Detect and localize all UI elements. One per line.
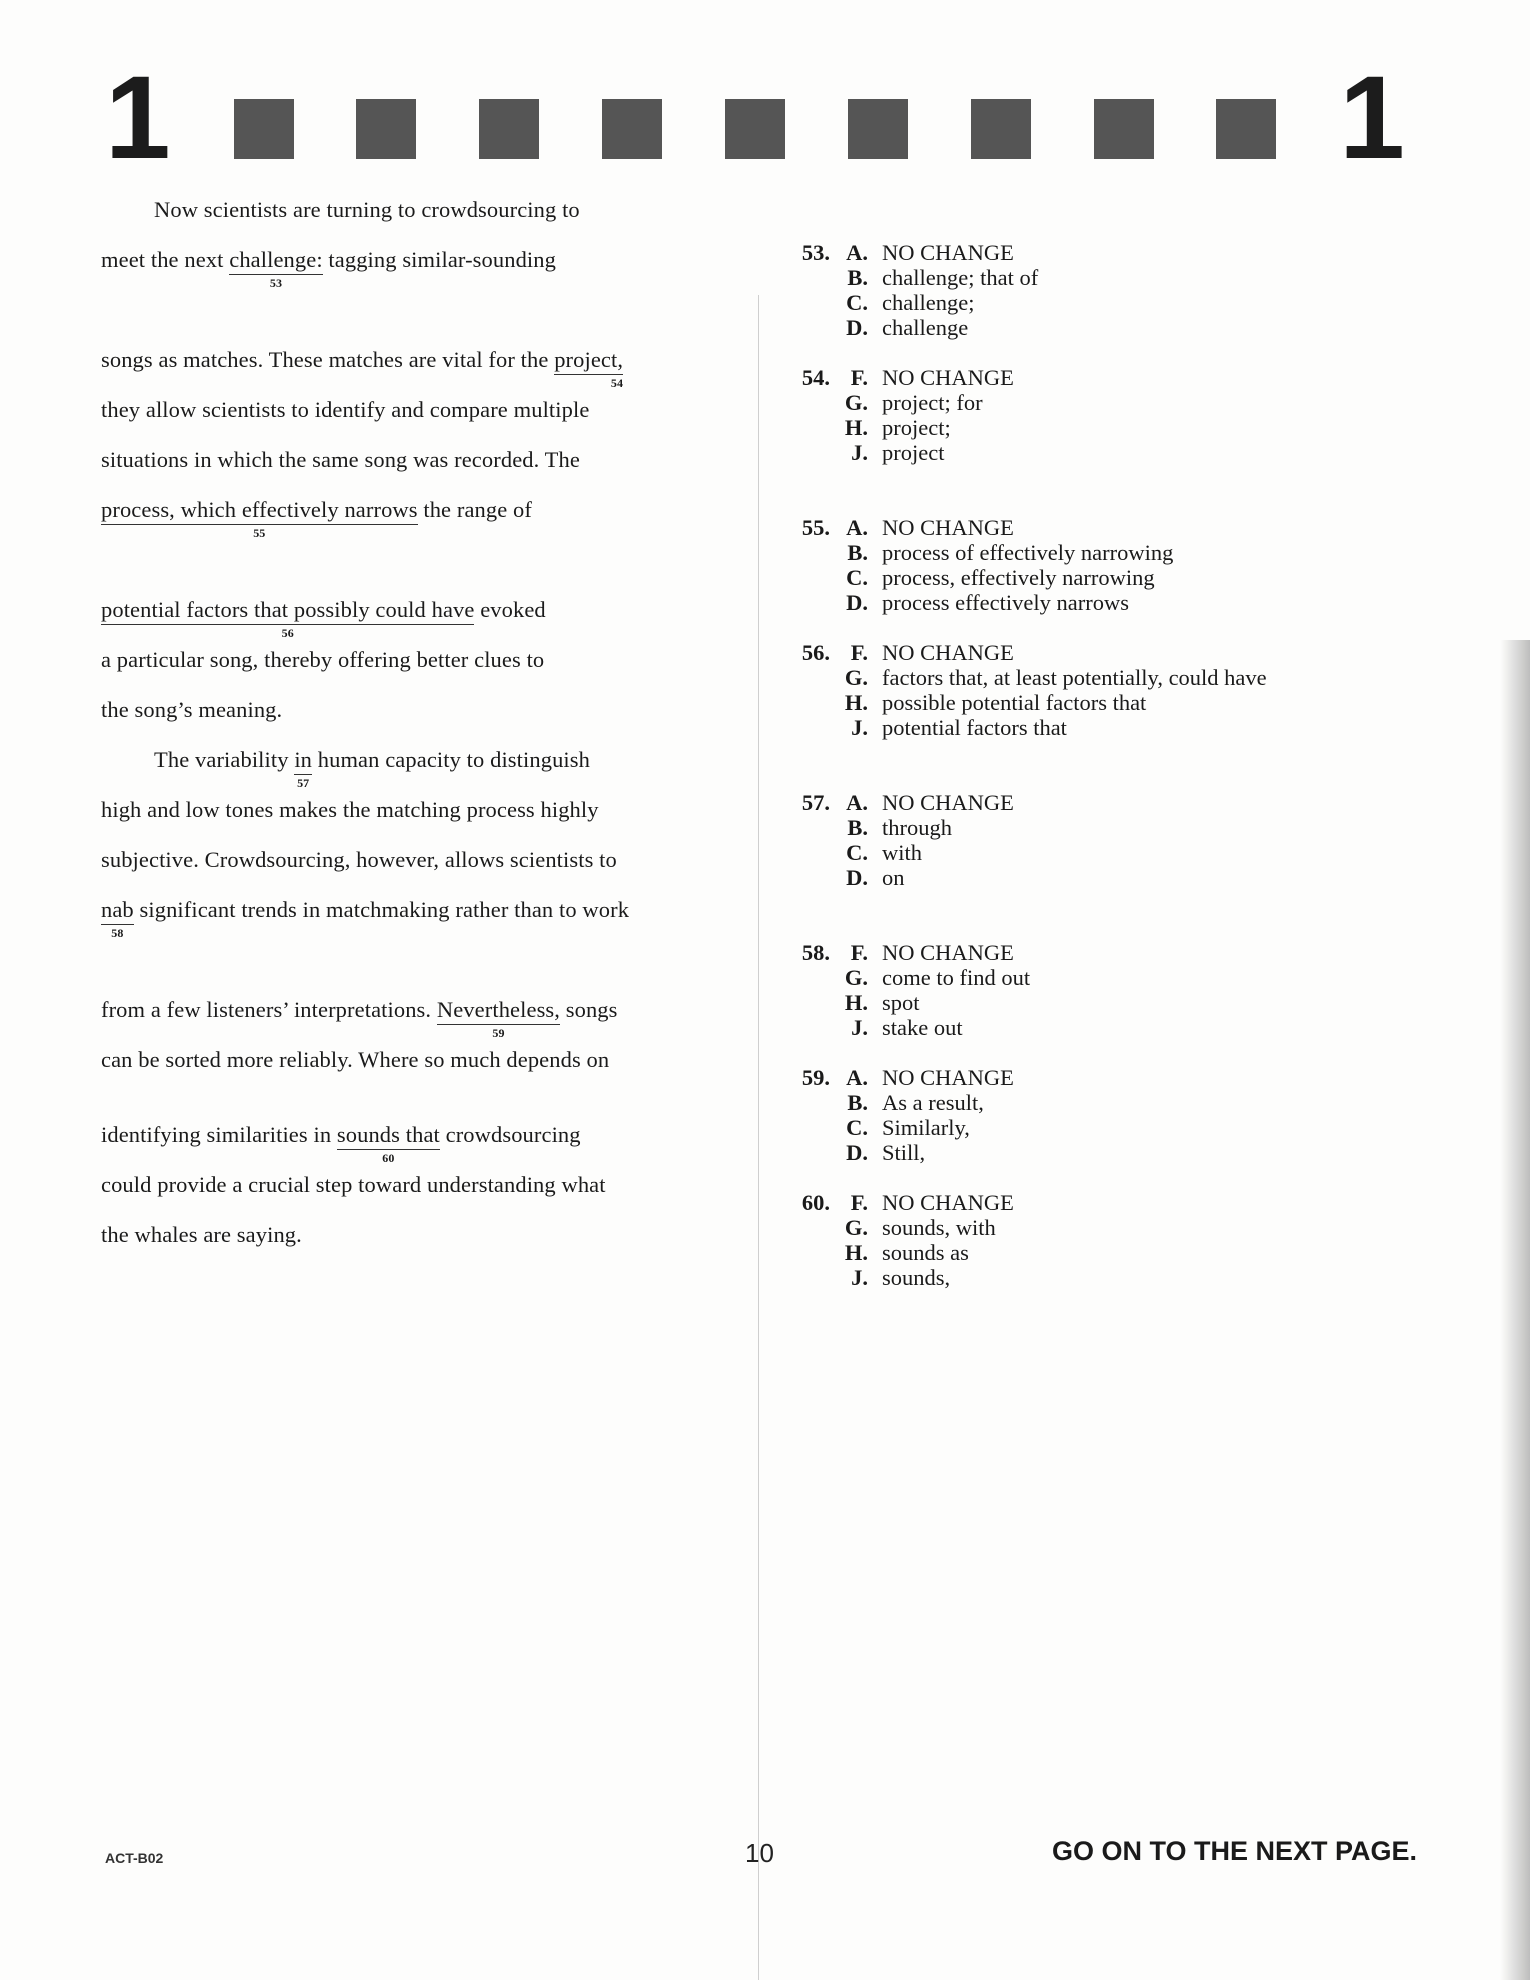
option-text: NO CHANGE [882, 940, 1014, 965]
option-letter: H. [844, 690, 868, 715]
option-text: challenge; [882, 290, 975, 315]
question-marker: 57 [297, 776, 310, 790]
header-square [479, 99, 539, 159]
answer-option[interactable] [836, 1065, 1014, 1090]
option-letter: H. [844, 990, 868, 1015]
option-letter: H. [844, 1240, 868, 1265]
passage-line: identifying similarities in sounds that 60 crowdsourcing [101, 1122, 581, 1165]
passage-line: situations in which the same song was recorded. The [101, 447, 580, 472]
option-text: As a result, [882, 1090, 984, 1115]
underlined-portion-53[interactable]: challenge: 53 [229, 247, 323, 290]
option-letter: J. [851, 440, 868, 465]
option-letter: J. [851, 1265, 868, 1290]
answer-option[interactable] [836, 865, 905, 890]
option-letter: A. [846, 515, 868, 540]
header-square [356, 99, 416, 159]
option-text: potential factors that [882, 715, 1067, 740]
option-text: project; for [882, 390, 983, 415]
passage-line: nab 58 significant trends in matchmaking rather than to work [101, 897, 630, 940]
question-marker: 54 [610, 376, 624, 390]
underlined-portion-56[interactable]: potential factors that possibly could have 56 [101, 597, 475, 640]
passage-line: they allow scientists to identify and compare multiple [101, 397, 590, 422]
question-marker: 60 [382, 1151, 395, 1165]
answer-option[interactable] [836, 565, 1155, 590]
answer-option[interactable] [836, 1090, 984, 1115]
option-letter: B. [847, 1090, 868, 1115]
option-letter: A. [846, 1065, 868, 1090]
question-marker: 59 [492, 1026, 505, 1040]
underlined-portion-57[interactable]: in 57 [294, 747, 313, 790]
answer-option[interactable] [836, 1015, 963, 1040]
column-divider [758, 295, 759, 1980]
option-letter: C. [846, 565, 868, 590]
option-letter: J. [851, 715, 868, 740]
option-text: come to find out [882, 965, 1031, 990]
passage-line: a particular song, thereby offering better clues to [101, 647, 545, 672]
answer-option[interactable] [836, 665, 1267, 690]
underlined-portion-55[interactable]: process, which effectively narrows 55 [101, 497, 418, 540]
option-letter: B. [847, 265, 868, 290]
header-square [602, 99, 662, 159]
question-marker: 55 [253, 526, 266, 540]
answer-option[interactable] [836, 1190, 1014, 1215]
passage-line: songs as matches. These matches are vital for the project, 54 [101, 347, 624, 390]
header-square [971, 99, 1031, 159]
option-letter: G. [844, 965, 868, 990]
option-letter: D. [846, 865, 868, 890]
passage-line: the song’s meaning. [101, 697, 283, 722]
answer-option[interactable] [836, 815, 952, 840]
underlined-portion-60[interactable]: sounds that 60 [336, 1122, 440, 1165]
next-page-notice: GO ON TO THE NEXT PAGE. [1051, 1836, 1417, 1866]
answer-option[interactable] [836, 265, 1038, 290]
answer-option[interactable] [836, 990, 920, 1015]
option-text: sounds as [882, 1240, 969, 1265]
passage-line: subjective. Crowdsourcing, however, allows scientists to [101, 847, 617, 872]
answer-option[interactable] [836, 715, 1067, 740]
passage-line: high and low tones makes the matching process highly [101, 797, 599, 822]
underlined-portion-54[interactable]: project, 54 [554, 347, 624, 390]
answer-option[interactable] [836, 540, 1173, 565]
option-text: sounds, [882, 1265, 951, 1290]
option-text: with [882, 840, 923, 865]
header-square [1216, 99, 1276, 159]
answer-option[interactable] [836, 840, 922, 865]
question-number: 55. [801, 515, 830, 540]
answer-option[interactable] [836, 515, 1014, 540]
header-square [848, 99, 908, 159]
option-letter: F. [850, 365, 868, 390]
option-text: project [882, 440, 945, 465]
option-text: NO CHANGE [882, 365, 1014, 390]
option-text: challenge; that of [882, 265, 1039, 290]
option-letter: G. [844, 390, 868, 415]
option-text: Similarly, [882, 1115, 970, 1140]
answer-option[interactable] [836, 390, 983, 415]
passage-line: could provide a crucial step toward understanding what [101, 1172, 606, 1197]
option-letter: G. [844, 1215, 868, 1240]
question-number: 54. [801, 365, 830, 390]
passage-line: potential factors that possibly could have 56 evoked [101, 597, 546, 640]
option-letter: D. [846, 315, 868, 340]
option-text: possible potential factors that [882, 690, 1147, 715]
header-square [234, 99, 294, 159]
answer-option[interactable] [836, 690, 1146, 715]
option-text: NO CHANGE [882, 640, 1014, 665]
question-number: 56. [801, 640, 830, 665]
option-letter: B. [847, 540, 868, 565]
option-letter: D. [846, 1140, 868, 1165]
section-header [105, 52, 1405, 184]
answer-option[interactable] [836, 290, 974, 315]
answer-option[interactable] [836, 440, 944, 465]
answer-option[interactable] [836, 240, 1014, 265]
question-marker: 56 [281, 626, 294, 640]
option-letter: H. [844, 415, 868, 440]
underlined-portion-58[interactable]: nab 58 [101, 897, 134, 940]
option-text: NO CHANGE [882, 1065, 1014, 1090]
option-text: process of effectively narrowing [882, 540, 1174, 565]
passage-line: The variability in 57 human capacity to distinguish [154, 747, 590, 790]
passage [101, 185, 731, 1260]
answer-option[interactable] [836, 640, 1014, 665]
scan-shadow [1500, 640, 1530, 1980]
answer-option[interactable] [836, 1140, 925, 1165]
option-text: Still, [882, 1140, 926, 1165]
question-number: 53. [801, 240, 830, 265]
answer-option[interactable] [836, 1215, 996, 1240]
option-letter: C. [846, 840, 868, 865]
option-letter: B. [847, 815, 868, 840]
option-letter: C. [846, 1115, 868, 1140]
option-text: spot [882, 990, 920, 1015]
answer-option[interactable] [836, 590, 1129, 615]
passage-line: the whales are saying. [101, 1222, 302, 1247]
header-square [1094, 99, 1154, 159]
question-marker: 53 [269, 276, 283, 290]
answer-option[interactable] [836, 940, 1014, 965]
option-text: project; [882, 415, 951, 440]
option-letter: J. [851, 1015, 868, 1040]
question-number: 59. [801, 1065, 830, 1090]
answer-option[interactable] [836, 365, 1014, 390]
option-text: process, effectively narrowing [882, 565, 1155, 590]
header-square [725, 99, 785, 159]
option-text: NO CHANGE [882, 515, 1014, 540]
option-letter: F. [850, 640, 868, 665]
passage-line: Now scientists are turning to crowdsourcing to [154, 197, 580, 222]
option-letter: G. [844, 665, 868, 690]
answer-option[interactable] [836, 315, 968, 340]
option-letter: F. [850, 1190, 868, 1215]
option-text: stake out [882, 1015, 963, 1040]
underlined-portion-59[interactable]: Nevertheless, 59 [436, 997, 561, 1040]
answer-option[interactable] [836, 1115, 970, 1140]
section-number-right: 1 [1339, 52, 1405, 184]
option-letter: F. [850, 940, 868, 965]
question-number: 58. [801, 940, 830, 965]
answer-option[interactable] [836, 790, 1014, 815]
option-text: factors that, at least potentially, could have [882, 665, 1267, 690]
option-text: through [882, 815, 952, 840]
option-text: process effectively narrows [882, 590, 1129, 615]
option-text: sounds, with [882, 1215, 996, 1240]
answer-option[interactable] [836, 965, 1030, 990]
option-letter: A. [846, 790, 868, 815]
form-code: ACT-B02 [105, 1850, 164, 1866]
passage-line: from a few listeners’ interpretations. Nevertheless, 59 songs [101, 997, 618, 1040]
passage-line: can be sorted more reliably. Where so much depends on [101, 1047, 610, 1072]
option-letter: D. [846, 590, 868, 615]
answer-option[interactable] [836, 1240, 969, 1265]
option-text: NO CHANGE [882, 240, 1014, 265]
option-text: challenge [882, 315, 969, 340]
passage-line: process, which effectively narrows 55 the range of [101, 497, 532, 540]
option-text: NO CHANGE [882, 1190, 1014, 1215]
answer-option[interactable] [836, 1265, 950, 1290]
question-number: 60. [801, 1190, 830, 1215]
option-letter: C. [846, 290, 868, 315]
option-text: NO CHANGE [882, 790, 1014, 815]
passage-line: meet the next challenge: 53 tagging similar-sounding [101, 247, 556, 290]
option-letter: A. [846, 240, 868, 265]
page-number: 10 [745, 1838, 774, 1868]
question-marker: 58 [111, 926, 124, 940]
question-number: 57. [801, 790, 830, 815]
answer-option[interactable] [836, 415, 951, 440]
option-text: on [882, 865, 905, 890]
section-number-left: 1 [105, 52, 171, 184]
